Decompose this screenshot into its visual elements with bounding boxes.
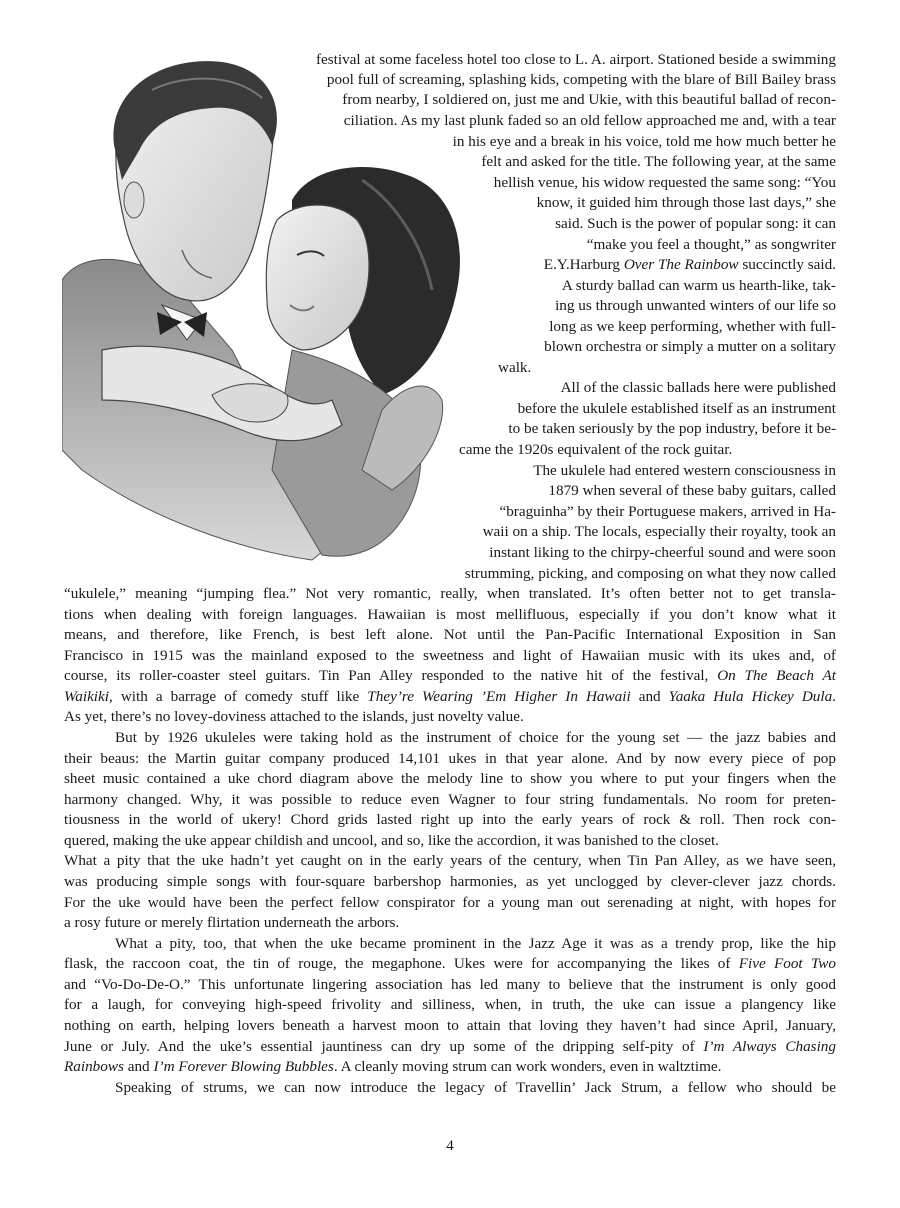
text-line: ing us through unwanted winters of our life so <box>555 297 836 314</box>
text-line: said. Such is the power of popular song: it can <box>555 215 836 232</box>
text-line: E.Y.Harburg Over The Rainbow succinctly said. <box>543 256 836 273</box>
text-line: nothing on earth, helping lovers beneath a harvest moon to attain that loving they haven’t had since April, January, <box>64 1017 836 1034</box>
text-line: their beaus: the Martin guitar company produced 14,101 ukes in that year alone. And by now every piece of pop <box>64 750 836 767</box>
text-line: blown orchestra or simply a mutter on a solitary <box>544 338 836 355</box>
text-line: As yet, there’s no lovey-doviness attached to the islands, just novelty value. <box>64 708 524 725</box>
text-line: in his eye and a break in his voice, told me how much better he <box>452 133 836 150</box>
text-line: flask, the raccoon coat, the tin of rouge, the megaphone. Ukes were for accompanying the likes of Five Foot Two <box>64 955 836 972</box>
text-line: A sturdy ballad can warm us hearth-like, tak- <box>561 277 836 294</box>
page-number: 4 <box>446 1138 454 1154</box>
text-line: hellish venue, his widow requested the same song: “You <box>493 174 836 191</box>
text-line: The ukulele had entered western consciousness in <box>533 462 836 479</box>
text-line: Francisco in 1915 was the mainland exposed to the sweetness and light of Hawaiian music with its ukes and, of <box>64 647 836 664</box>
text-line: tions when dealing with foreign languages. Hawaiian is most mellifluous, especially if you don’t know what it <box>64 606 836 623</box>
text-line: to be taken seriously by the pop industry, before it be- <box>508 420 836 437</box>
text-line: course, its roller-coaster steel guitars. Tin Pan Alley responded to the native hit of the festival, On The Beach At <box>64 667 837 684</box>
text-line: waii on a ship. The locals, especially their royalty, took an <box>482 523 836 540</box>
text-line: All of the classic ballads here were published <box>560 379 836 396</box>
text-line: came the 1920s equivalent of the rock guitar. <box>459 441 733 458</box>
text-line: Rainbows and I’m Forever Blowing Bubbles. A cleanly moving strum can work wonders, even in waltztime. <box>64 1058 722 1075</box>
text-line: What a pity that the uke hadn’t yet caught on in the early years of the century, when Tin Pan Alley, as we have seen, <box>64 852 836 869</box>
text-line: walk. <box>498 359 532 376</box>
text-line: means, and therefore, like French, is best left alone. Not until the Pan-Pacific International Exposition in San <box>64 626 836 643</box>
text-line: before the ukulele established itself as an instrument <box>517 400 836 417</box>
text-line: know, it guided him through those last days,” she <box>536 194 836 211</box>
text-line: Waikiki, with a barrage of comedy stuff like They’re Wearing ’Em Higher In Hawaii and Yaaka Hula Hickey Dula. <box>64 688 836 705</box>
text-line: a rosy future or merely flirtation underneath the arbors. <box>64 914 400 931</box>
text-line: strumming, picking, and composing on what they now called <box>464 565 836 582</box>
text-line: But by 1926 ukuleles were taking hold as the instrument of choice for the young set — the jazz babies and <box>115 729 836 746</box>
text-line: long as we keep performing, whether with full- <box>549 318 836 335</box>
text-line: instant liking to the chirpy-cheerful sound and were soon <box>489 544 836 561</box>
text-line: sheet music contained a uke chord diagram above the melody line to show you where to put your fingers when the <box>64 770 836 787</box>
text-line: quered, making the uke appear childish and uncool, and so, like the accordion, it was banished to the closet. <box>64 832 719 849</box>
text-line: 1879 when several of these baby guitars, called <box>548 482 836 499</box>
text-line: ciliation. As my last plunk faded so an old fellow approached me and, with a tear <box>343 112 836 129</box>
text-line: June or July. And the uke’s essential jauntiness can dry up some of the dripping self-pity of I’m Always Chasing <box>64 1038 836 1055</box>
text-line: Speaking of strums, we can now introduce the legacy of Travellin’ Jack Strum, a fellow who should be <box>115 1079 836 1096</box>
text-line: from nearby, I soldiered on, just me and Ukie, with this beautiful ballad of recon- <box>342 91 836 108</box>
text-line: tiousness in the world of ukery! Chord grids lasted right up into the early years of rock & roll. Then rock con- <box>64 811 836 828</box>
text-line: was producing simple songs with four-square barbershop harmonies, as yet unclogged by clever-clever jazz chords. <box>64 873 836 890</box>
text-line: “make you feel a thought,” as songwriter <box>586 236 836 253</box>
text-line: festival at some faceless hotel too close to L. A. airport. Stationed beside a swimming <box>315 51 836 68</box>
text-line: for a laugh, for conveying high-speed frivolity and silliness, when, in truth, the uke can issue a plangency like <box>64 996 836 1013</box>
text-line: “braguinha” by their Portuguese makers, arrived in Ha- <box>499 503 836 520</box>
text-line: What a pity, too, that when the uke became prominent in the Jazz Age it was as a trendy prop, like the hip <box>115 935 836 952</box>
text-line: and “Vo-Do-De-O.” This unfortunate lingering association has led many to believe that the instrument is only good <box>64 976 836 993</box>
text-line: felt and asked for the title. The following year, at the same <box>481 153 836 170</box>
text-line: pool full of screaming, splashing kids, competing with the blare of Bill Bailey brass <box>326 71 836 88</box>
text-line: For the uke would have been the perfect fellow conspirator for a young man out serenading at night, with hopes for <box>64 894 836 911</box>
text-line: “ukulele,” meaning “jumping flea.” Not very romantic, really, when translated. It’s often better not to get transla- <box>64 585 836 602</box>
text-line: harmony changed. Why, it was possible to reduce even Wagner to four string fundamentals. No room for preten- <box>64 791 836 808</box>
